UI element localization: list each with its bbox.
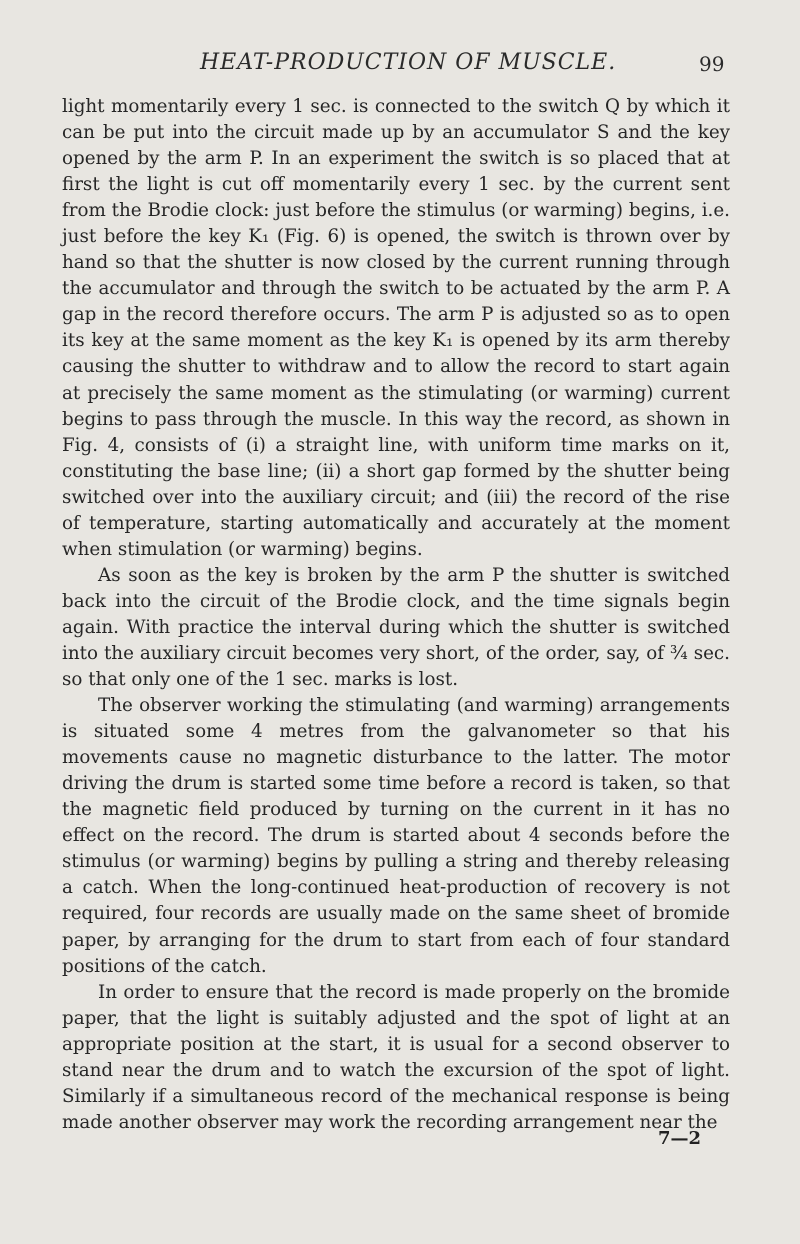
paragraph-3: The observer working the stimulating (and warming) arrangements is situated some 4 metres from the galvanometer so that his movements cause no magnetic disturbance to the latter. The motor driving the drum is started some time before a record is taken, so that the magnetic field produced by turning on the current in it has no effect on the record. The drum is started about 4 seconds before the stimulus (or warming) begins by pulling a string and thereby releasing a catch. When the long-continued heat-production of recovery is not required, four records are usually made on the same sheet of bromide paper, by arranging for the drum to start from each of four standard positions of the catch. <box>62 695 730 977</box>
page-number: 99 <box>699 52 725 76</box>
paragraph-2: As soon as the key is broken by the arm P the shutter is switched back into the circuit of the Brodie clock, and the time signals begin again. With practice the interval during which the shutter is switched into the auxiliary circuit becomes very short, of the order, say, of ¾ sec. so that only one of the 1 sec. marks is lost. <box>62 564 730 691</box>
paragraph-4: In order to ensure that the record is made properly on the bromide paper, that the light is suitably adjusted and the spot of light at an appropriate position at the start, it is usual for a second observer to stand near the drum and to watch the excursion of the spot of light. Similarly if a simultaneous record of the mechanical response is being made another observer may work the recording arrangement near the <box>62 981 730 1133</box>
page-header <box>0 50 800 82</box>
body-text <box>62 94 730 1136</box>
paragraph-1: light momentarily every 1 sec. is connected to the switch Q by which it can be put into the circuit made up by an accumulator S and the key opened by the arm P. In an experiment the switch is so placed that at first the light is cut off momentarily every 1 sec. by the current sent from the Brodie clock: just before the stimulus (or warming) begins, i.e. just before the key K₁ (Fig. 6) is opened, the switch is thrown over by hand so that the shutter is now closed by the current running through the accumulator and through the switch to be actuated by the arm P. A gap in the record therefore occurs. The arm P is adjusted so as to open its key at the same moment as the key K₁ is opened by its arm thereby causing the shutter to withdraw and to allow the record to start again at precisely the same moment as the stimulating (or warming) current begins to pass through the muscle. In this way the record, as shown in Fig. 4, consists of (i) a straight line, with uniform time marks on it, constituting the base line; (ii) a short gap formed by the shutter being switched over into the auxiliary circuit; and (iii) the record of the rise of temperature, starting automatically and accurately at the moment when stimulation (or warming) begins. <box>62 96 730 560</box>
running-title: HEAT-PRODUCTION OF MUSCLE. <box>200 50 617 75</box>
signature-mark: 7—2 <box>658 1128 702 1149</box>
